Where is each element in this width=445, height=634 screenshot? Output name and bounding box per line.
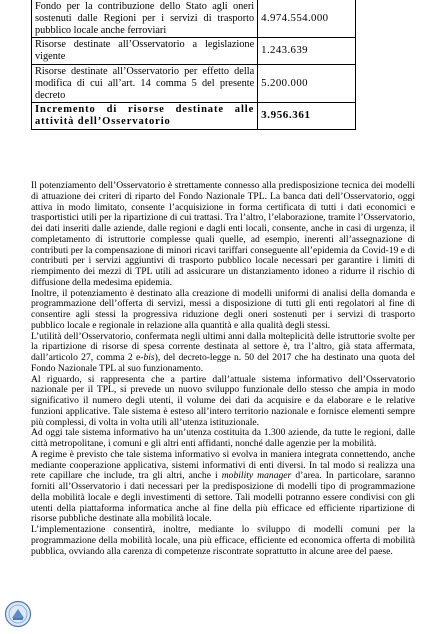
table-cell-label: Risorse destinate all’Osservatorio per effetto della modifica di cui all’art. 14 comma 5 del presente decreto [32, 64, 258, 102]
paragraph [31, 332, 415, 375]
table-cell-amount: 4.974.554.000 [258, 0, 356, 38]
paragraph: Al riguardo, si rappresenta che a partire dall’attuale sistema informativo dell’Osservatorio nazionale per il TPL, si prevede un nuovo sviluppo funzionale dello stesso che ampia in modo significativo il numero degli utenti, il volume dei dati da acquisire e da elaborare e le relative funzioni applicative. Tale sistema è esteso all’intero territorio nazionale e fornisce elementi sempre più complessi, di volta in volta utili all’utenza istituzionale. [31, 373, 415, 428]
funding-table [31, 0, 356, 130]
paragraph: Inoltre, il potenziamento è destinato alla creazione di modelli uniformi di analisi della domanda e programmazione dell’offerta di servizi, messi a disposizione di tutti gli enti regolatori al fine di consentire agli stessi la progressiva riduzione degli oneri sostenuti per i servizi di trasporto pubblico locale e regionale in relazione alla quantità e alla qualità degli stessi. [31, 287, 415, 331]
table-row [32, 38, 356, 65]
paragraph: L’implementazione consentirà, inoltre, mediante lo sviluppo di modelli comuni per la programmazione della mobilità locale, una più efficace, efficiente ed economica offerta di mobilità pubblica, ovviando alla carenza di competenze riscontrate soprattutto in alcune aree del paese. [31, 524, 415, 557]
table-row-total [32, 103, 356, 130]
text-run: d’area. In particolare, saranno forniti all’Osservatorio i dati necessari per la predisposizione di modelli tipo di programmazione della mobilità locale e degli investimenti di settore. Tali modelli potranno essere condivisi con gli utenti della piattaforma informatica anche al fine della più efficace ed efficiente ripartizione di risorse pubbliche destinate alla mobilità locale. [31, 470, 415, 525]
table-row [32, 64, 356, 102]
parliament-seal-icon [4, 600, 32, 628]
table-cell-amount: 3.956.361 [258, 103, 356, 130]
table-cell-label: Risorse destinate all’Osservatorio a legislazione vigente [32, 38, 258, 65]
table-cell-label: Incremento di risorse destinate alle attività dell’Osservatorio [32, 103, 258, 130]
text-run: A regime è previsto che tale sistema informativo si evolva in maniera integrata connettendo, anche mediante cooperazione applicativa, sistemi informativi di enti diversi. In tal modo si realizza una rete capillare che include, tra gli altri, anche i [31, 448, 415, 482]
paragraph: Ad oggi tale sistema informativo ha un’utenza costituita da 1.300 aziende, da tutte le regioni, dalle città metropolitane, i comuni e gli altri enti affidanti, nonché dalle agenzie per la mobilità. [31, 427, 415, 449]
table-cell-amount: 5.200.000 [258, 64, 356, 102]
body-text [31, 181, 415, 557]
paragraph [31, 450, 415, 525]
text-run: ), del decreto-legge n. 50 del 2017 che ha destinato una quota del Fondo Nazionale TPL al suo funzionamento. [31, 352, 415, 374]
table-row [32, 0, 356, 38]
table-cell-amount: 1.243.639 [258, 38, 356, 65]
text-run: L’utilità dell’Osservatorio, confermata negli ultimi anni dalla molteplicità delle istruttorie svolte per la ripartizione di risorse di spesa corrente destinata al settore è, tra l’altro, già stata affermata, dall’articolo 27, comma 2 e- [31, 330, 415, 363]
table-cell-label: Fondo per la contribuzione dello Stato agli oneri sostenuti dalle Regioni per i servizi di trasporto pubblico locale anche ferroviari [32, 0, 258, 38]
text-run-italic: bis [143, 352, 155, 363]
paragraph: Il potenziamento dell’Osservatorio è strettamente connesso alla predisposizione tecnica dei modelli di attuazione dei criteri di riparto del Fondo Nazionale TPL. La banca dati dell’Osservatorio, oggi attiva in modo limitato, consente l’acquisizione in forma certificata di tutti i dati economici e trasportistici utili per la ripartizione di cui trattasi. Tra l’altro, l’elaborazione, tramite l’Osservatorio, dei dati inseriti dalle aziende, dalle regioni e dagli enti locali, consente, anche in casi di urgenza, il completamento di istruttorie complesse quali quelle, ad esempio, inerenti all’assegnazione di contributi per la compensazione di minori ricavi tariffari conseguente all’epidemia da Covid-19 e di contributi per i servizi aggiuntivi di trasporto pubblico locale necessari per garantire i limiti di riempimento dei mezzi di TPL utili ad assicurare un distanziamento idoneo a ridurre il rischio di diffusione della medesima epidemia. [31, 180, 415, 288]
text-run-italic: mobility manager [221, 470, 292, 482]
